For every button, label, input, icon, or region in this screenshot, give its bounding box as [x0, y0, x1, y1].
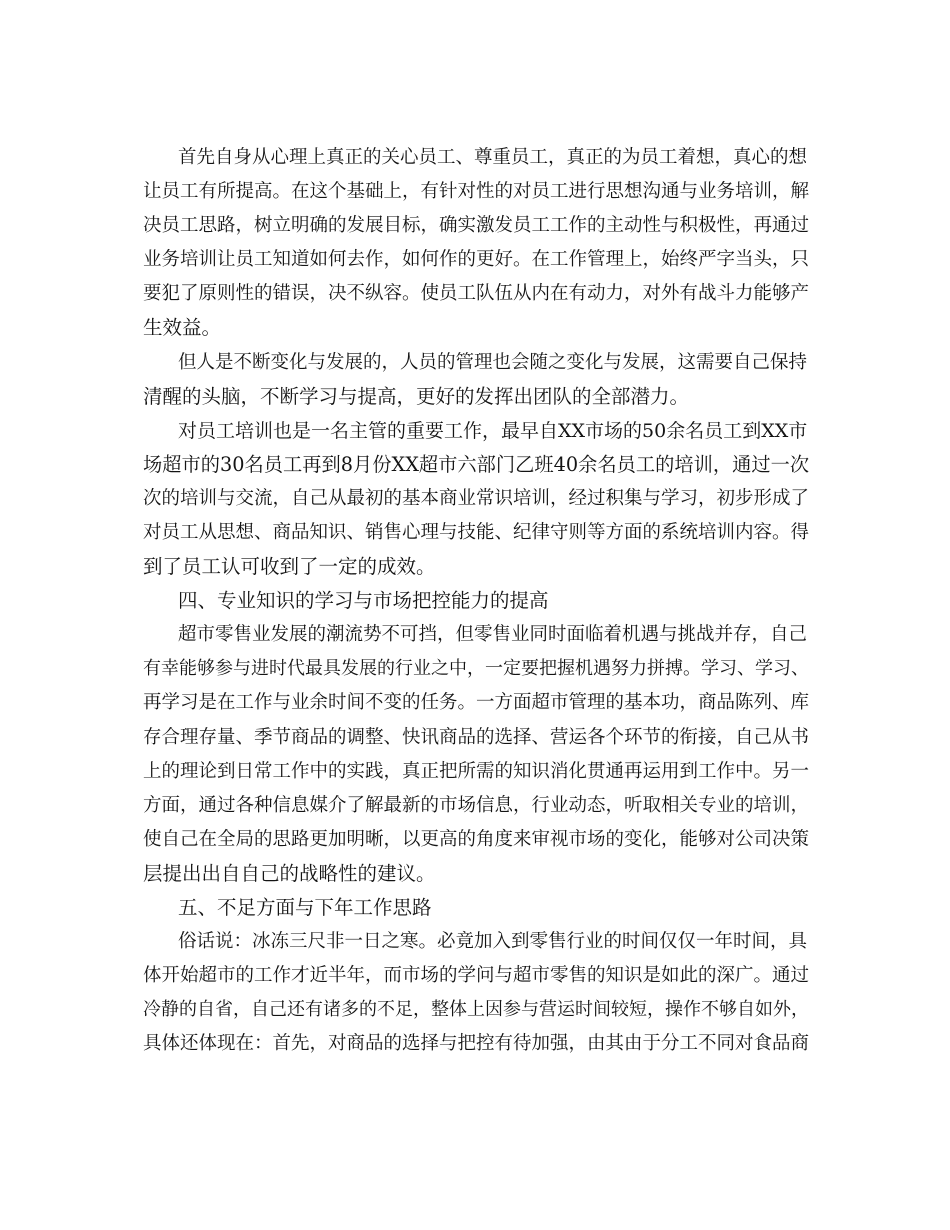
text-line: 存合理存量、季节商品的调整、快讯商品的选择、营运各个环节的衔接，自己从书 — [143, 727, 810, 748]
text-line: 再学习是在工作与业余时间不变的任务。一方面超市管理的基本功，商品陈列、库 — [143, 692, 810, 713]
text-line: 层提出出自自己的战略性的建议。 — [143, 862, 436, 885]
text-line: 四、专业知识的学习与市场把控能力的提高 — [178, 589, 549, 612]
text-line: 让员工有所提高。在这个基础上，有针对性的对员工进行思想沟通与业务培训，解 — [143, 181, 810, 202]
text-line: 次的培训与交流，自己从最初的基本商业常识培训，经过积集与学习，初步形成了 — [143, 488, 810, 509]
text-line: 场超市的30名员工再到8月份XX超市六部门乙班40余名员工的培训，通过一次 — [143, 453, 810, 476]
text-line: 上的理论到日常工作中的实践，真正把所需的知识消化贯通再运用到工作中。另一 — [143, 761, 810, 782]
text-line: 但人是不断变化与发展的，人员的管理也会随之变化与发展，这需要自己保持 — [178, 352, 808, 373]
text-line: 生效益。 — [143, 316, 222, 339]
text-line: 超市零售业发展的潮流势不可挡，但零售业同时面临着机遇与挑战并存，自己 — [178, 624, 808, 645]
text-line: 方面，通过各种信息媒介了解最新的市场信息，行业动态，听取相关专业的培训， — [143, 795, 810, 816]
text-line: 冷静的自省，自己还有诸多的不足，整体上因参与营运时间较短，操作不够自如外， — [143, 999, 809, 1020]
text-line: 首先自身从心理上真正的关心员工、尊重员工，真正的为员工着想，真心的想 — [178, 147, 808, 168]
text-line: 俗话说：冰冻三尺非一日之寒。必竟加入到零售行业的时间仅仅一年时间，具 — [178, 931, 808, 952]
text-line: 具体还体现在：首先，对商品的选择与把控有待加强，由其由于分工不同对食品商 — [143, 1033, 810, 1054]
text-line: 对员工培训也是一名主管的重要工作，最早自XX市场的50余名员工到XX市 — [178, 420, 808, 442]
text-line: 清醒的头脑，不断学习与提高，更好的发挥出团队的全部潜力。 — [143, 385, 690, 408]
text-line: 要犯了原则性的错误，决不纵容。使员工队伍从内在有动力，对外有战斗力能够产 — [143, 283, 810, 304]
text-line: 业务培训让员工知道如何去作，如何作的更好。在工作管理上，始终严字当头，只 — [143, 249, 810, 270]
text-line: 到了员工认可收到了一定的成效。 — [143, 555, 436, 578]
text-line: 有幸能够参与进时代最具发展的行业之中，一定要把握机遇努力拼搏。学习、学习、 — [143, 658, 809, 679]
text-line: 决员工思路，树立明确的发展目标，确实激发员工工作的主动性与积极性，再通过 — [143, 215, 810, 236]
text-line: 使自己在全局的思路更加明晰，以更高的角度来审视市场的变化，能够对公司决策 — [143, 829, 810, 850]
text-line: 五、不足方面与下年工作思路 — [178, 896, 432, 919]
text-line: 体开始超市的工作才近半年，而市场的学问与超市零售的知识是如此的深广。通过 — [143, 965, 810, 986]
text-line: 对员工从思想、商品知识、销售心理与技能、纪律守则等方面的系统培训内容。得 — [143, 522, 810, 543]
